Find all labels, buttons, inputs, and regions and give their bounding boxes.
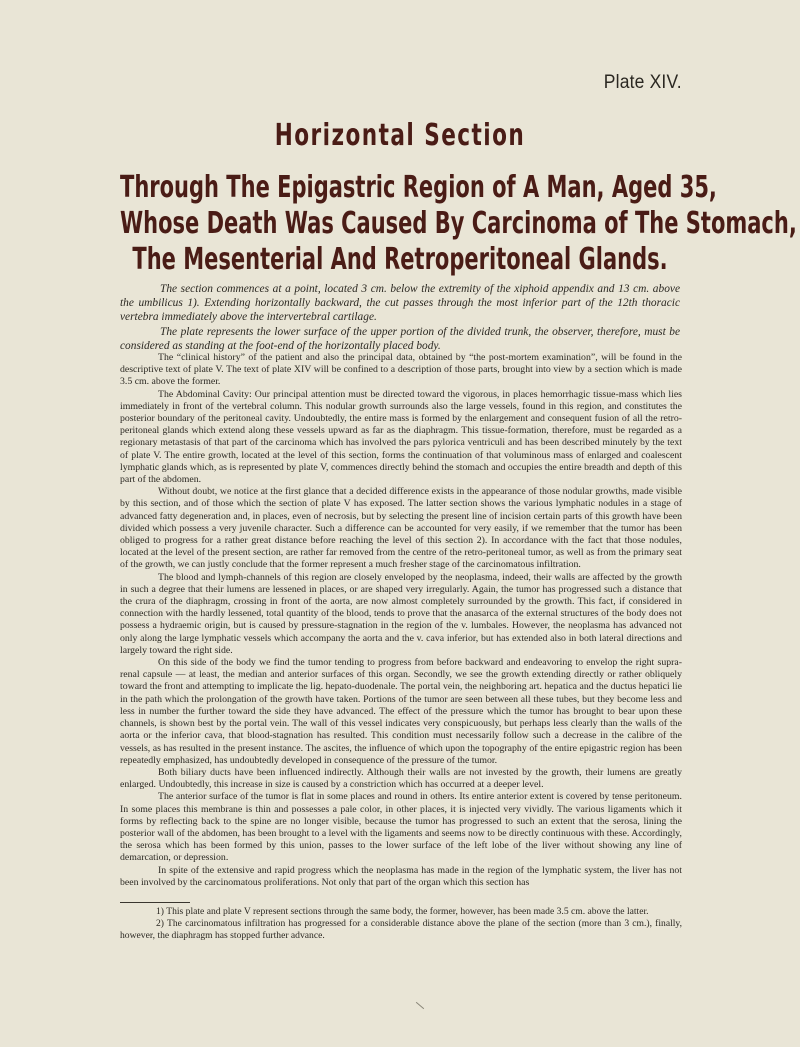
plate-label: Plate XIV.: [604, 72, 682, 93]
body-paragraph: In spite of the extensive and rapid progress which the neoplasma has made in the region of the lymphatic system, the liver has not been involved by the carcinomatous proliferations. Not only that part of the organ which this section has: [120, 864, 682, 888]
intro-paragraph: The section commences at a point, located 3 cm. below the extremity of the xiphoid appendix and 13 cm. above the umbilicus 1). Extending horizontally backward, the cut passes through the most inferior part of the 12th thoracic vertebra immediately above the intervertebral cartilage.: [120, 283, 680, 324]
body-paragraph: The blood and lymph-channels of this region are closely enveloped by the neoplasma, indeed, their walls are affected by the growth in such a degree that their lumens are lessened in places, or are shaped very irregularly. Again, the tumor has progressed such a distance that the crura of the diaphragm, crossing in front of the aorta, are now almost completely surrounded by the growth. This fact, if considered in connection with the hardly lessened, total quantity of the blood, tends to prove that the anasarca of the external structures of the body does not possess a hydraemic origin, but is caused by pressure-stagnation in the region of the v. lumbales. However, the neoplasma has advanced not only along the large lymphatic vessels which accompany the aorta and the v. cava inferior, but has extended also in both lateral directions and largely toward the right side.: [120, 571, 682, 656]
footnote: 1) This plate and plate V represent sections through the same body, the former, however, has been made 3.5 cm. above the latter.: [156, 906, 649, 917]
footnotes: [120, 906, 682, 943]
body-paragraph: Without doubt, we notice at the first glance that a decided difference exists in the appearance of those nodular growths, made visible by this section, and of those which the section of plate V has exposed. The latter section shows the various lymphatic nodules in a stage of advanced fatty degeneration and, in places, even of necrosis, but by selecting the present line of incision certain parts of this growth have been divided which possess a very juvenile character. Such a difference can be accounted for very easily, if we remember that the tumor has been obliged to progress for a rather great distance before reaching the level of this section 2). In accordance with the fact that those nodules, located at the level of the present section, are rather far removed from the centre of the retro-peritoneal tumor, as well as from the primary seat of the growth, we can justly conclude that the former represent a much fresher stage of the carcinomatous infiltration.: [120, 486, 682, 571]
body-paragraph: The anterior surface of the tumor is flat in some places and round in others. Its entire anterior extent is covered by tense peritoneum. In some places this membrane is thin and possesses a pale color, in other places, it is injected very vividly. The various ligaments which it forms by reflecting back to the spine are no longer visible, because the tumor has progressed to such an extent that the serosa, lining the posterior wall of the abdomen, has been brought to a level with the ligaments and seems now to be directly continuous with these. Accordingly, the serosa which has been formed by this union, passes to the lower surface of the left lobe of the liver without showing any line of demarcation, or depression.: [120, 791, 683, 864]
body-paragraph: The “clinical history” of the patient and also the principal data, obtained by “the post-mortem examination”, will be found in the descriptive text of plate V. The text of plate XIV will be confined to a description of those parts, brought into view by a section which is made 3.5 cm. above the former.: [120, 352, 682, 388]
subtitle-line-2: Whose Death Was Caused By Carcinoma of The Stomach,: [120, 206, 797, 241]
body-paragraph: Both biliary ducts have been influenced indirectly. Although their walls are not invested by the growth, their lumens are greatly enlarged. Undoubtedly, this increase in size is caused by a constriction which has occurred at a deeper level.: [120, 766, 682, 791]
page-title: Horizontal Section: [274, 118, 526, 153]
body-paragraph: The Abdominal Cavity: Our principal attention must be directed toward the vigorous, in places hemorrhagic tissue-mass which lies immediately in front of the vertebral column. This nodular growth surrounds also the large vessels, found in this region, and constitutes the posterior boundary of the peritoneal cavity. Undoubtedly, the entire mass is formed by the enlargement and consequent fusion of all the retro-peritoneal glands which extend along these vessels upward as far as the diaphragm. This tissue-formation, therefore, must be regarded as a regionary metastasis of that part of the carcinoma which has involved the pars pylorica ventriculi and has been described minutely by the text of plate V. The entire growth, located at the level of this section, forms the continuation of that voluminous mass of enlarged and coalescent lymphatic glands which, as is represented by plate V, commences directly behind the stomach and occupies the entire breadth and depth of this part of the abdomen.: [120, 388, 682, 486]
subtitle-line-3: The Mesenterial And Retroperitoneal Glands.: [132, 242, 668, 277]
body-paragraph: On this side of the body we find the tumor tending to progress from before backward and endeavoring to envelop the right supra-renal capsule — at least, the median and anterior surfaces of this organ. Secondly, we see the growth extending directly or rather obliquely toward the front and attempting to implicate the lig. hepato-duodenale. The portal vein, the neighboring art. hepatica and the ductus hepatici lie in the path which the prolongation of the growth have taken. Portions of the tumor are seen between all these tubes, but they become less and less in number the further toward the side they have advanced. The effect of the pressure which the tumor has brought to bear upon these channels, is shown best by the portal vein. The wall of this vessel indicates very conspicuously, but perhaps less clearly than the walls of the aorta or the inferior cava, that blood-stagnation has resulted. This condition must necessarily follow such a decrease in the calibre of the vessels, as has resulted in the present instance. The ascites, the influence of which upon the topography of the entire epigastric region has been repeatedly emphasized, has undoubtedly developed in consequence of the pressure of the tumor.: [120, 657, 682, 766]
subtitle-line-1: Through The Epigastric Region of A Man, Aged 35,: [120, 170, 717, 205]
intro-section: [120, 282, 680, 353]
intro-paragraph: The plate represents the lower surface of the upper portion of the divided trunk, the observer, therefore, must be considered as standing at the foot-end of the horizontally placed body.: [120, 325, 680, 352]
print-mark: [416, 1002, 424, 1009]
body-text: [120, 352, 682, 889]
footnote-divider: [120, 902, 190, 903]
footnote: 2) The carcinomatous infiltration has progressed for a considerable distance above the plane of the section (more than 3 cm.), finally, however, the diaphragm has stopped further advance.: [120, 918, 682, 942]
